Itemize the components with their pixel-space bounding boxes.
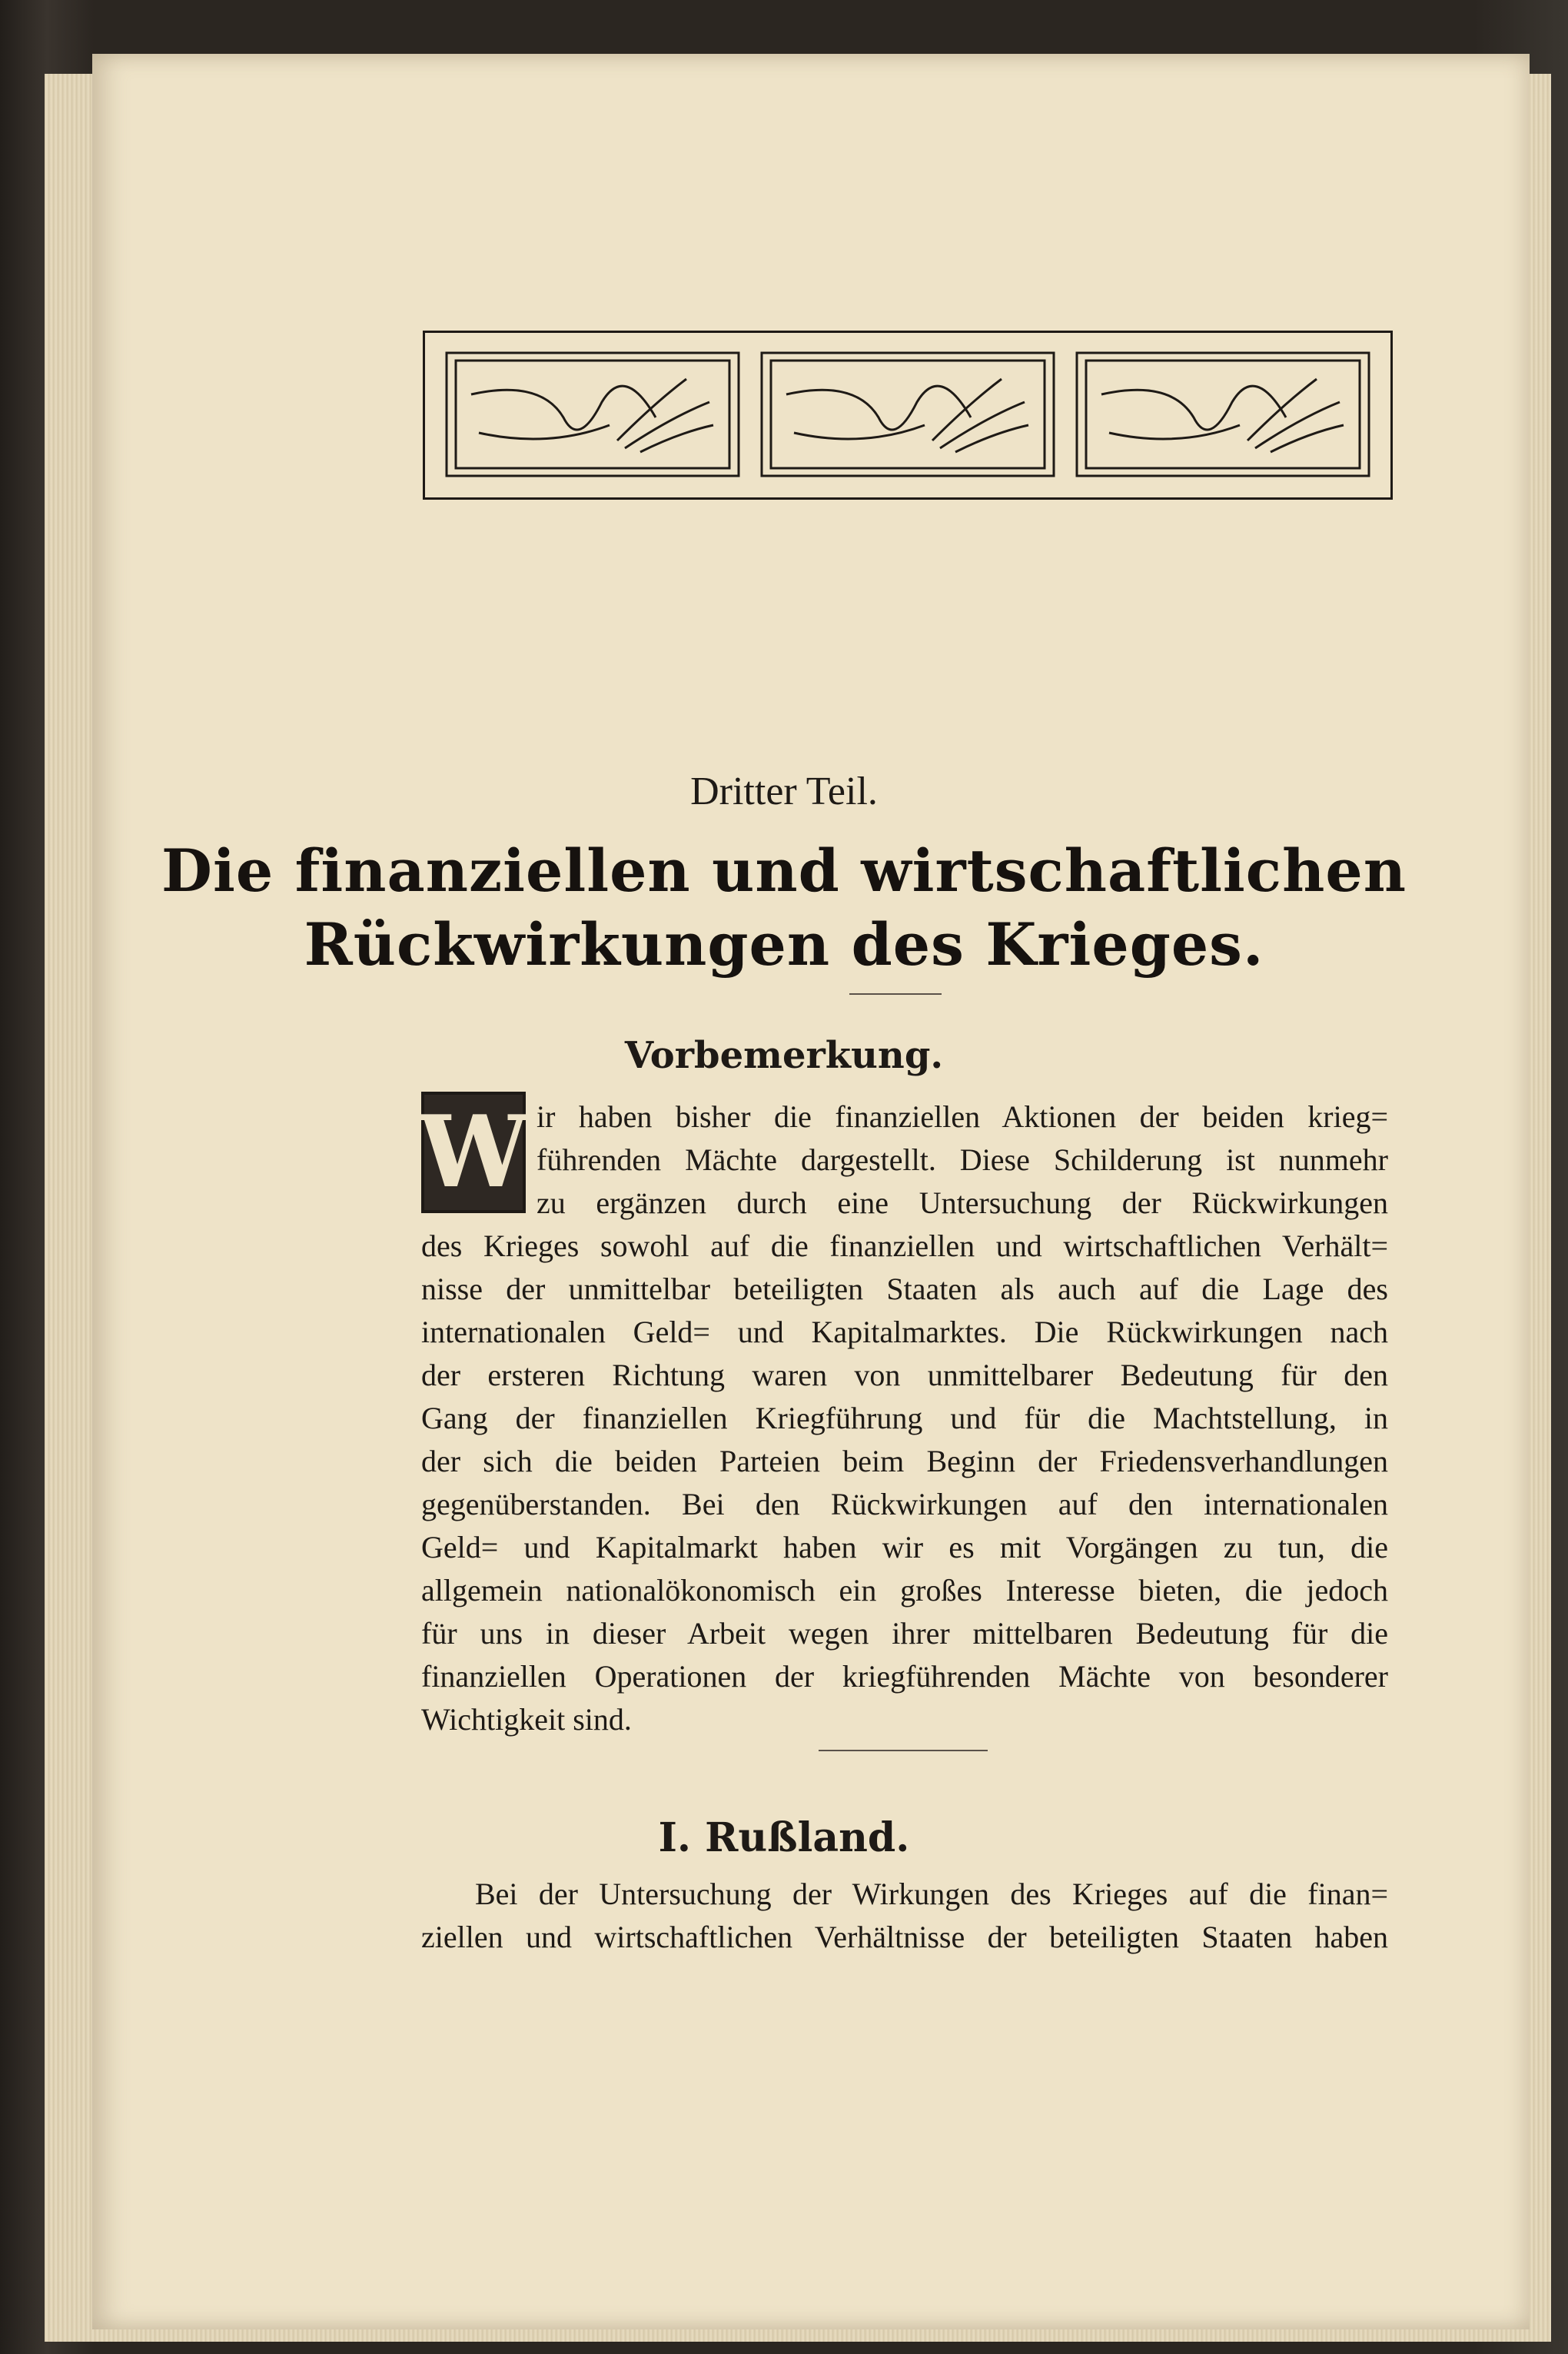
text-line: Geld= und Kapitalmarkt haben wir es mit Vorgängen zu tun, die — [421, 1530, 1388, 1564]
chapter-title-line: Die finanziellen und wirtschaftlichen — [161, 836, 1407, 905]
divider-rule — [849, 993, 942, 995]
section-paragraph — [421, 1873, 1388, 1959]
text-line: finanziellen Operationen der kriegführenden Mächte von besonderer — [421, 1659, 1388, 1694]
chapter-title-line: Rückwirkungen des Krieges. — [304, 910, 1264, 979]
text-line: ziellen und wirtschaftlichen Verhältnisse der beteiligten Staaten haben — [421, 1920, 1388, 1954]
decorated-initial: W — [421, 1092, 526, 1213]
ornamental-header-frame — [423, 331, 1393, 500]
preface-heading: Vorbemerkung. — [624, 1034, 944, 1077]
text-line: zu ergänzen durch eine Untersuchung der Rückwirkungen — [537, 1185, 1388, 1220]
chapter-title — [0, 834, 1568, 982]
text-line: der ersteren Richtung waren von unmittelbarer Bedeutung für den — [421, 1358, 1388, 1392]
text-line: der sich die beiden Parteien beim Beginn der Friedensverhandlungen — [421, 1444, 1388, 1478]
text-line: internationalen Geld= und Kapitalmarktes. Die Rückwirkungen nach — [421, 1315, 1388, 1349]
text-line: für uns in dieser Arbeit wegen ihrer mittelbaren Bedeutung für die — [421, 1616, 1388, 1651]
text-line: Bei der Untersuchung der Wirkungen des Krieges auf die finan= — [475, 1877, 1388, 1911]
text-line: nisse der unmittelbar beteiligten Staaten als auch auf die Lage des — [421, 1272, 1388, 1306]
text-line: ir haben bisher die finanziellen Aktionen der beiden krieg= — [537, 1099, 1388, 1134]
text-line: des Krieges sowohl auf die finanziellen und wirtschaftlichen Verhält= — [421, 1229, 1388, 1263]
text-line: allgemein nationalökonomisch ein großes Interesse bieten, die jedoch — [421, 1573, 1388, 1608]
section-heading: I. Rußland. — [658, 1814, 910, 1861]
text-line: Gang der finanziellen Kriegführung und für die Machtstellung, in — [421, 1401, 1388, 1435]
text-line: Wichtigkeit sind. — [421, 1702, 632, 1737]
text-line: führenden Mächte dargestellt. Diese Schilderung ist nunmehr — [537, 1142, 1388, 1177]
divider-rule — [819, 1750, 988, 1751]
part-label: Dritter Teil. — [690, 770, 878, 813]
text-line: gegenüberstanden. Bei den Rückwirkungen auf den internationalen — [421, 1487, 1388, 1521]
preface-paragraph — [421, 1096, 1388, 1741]
art-nouveau-ornament — [425, 333, 1390, 497]
